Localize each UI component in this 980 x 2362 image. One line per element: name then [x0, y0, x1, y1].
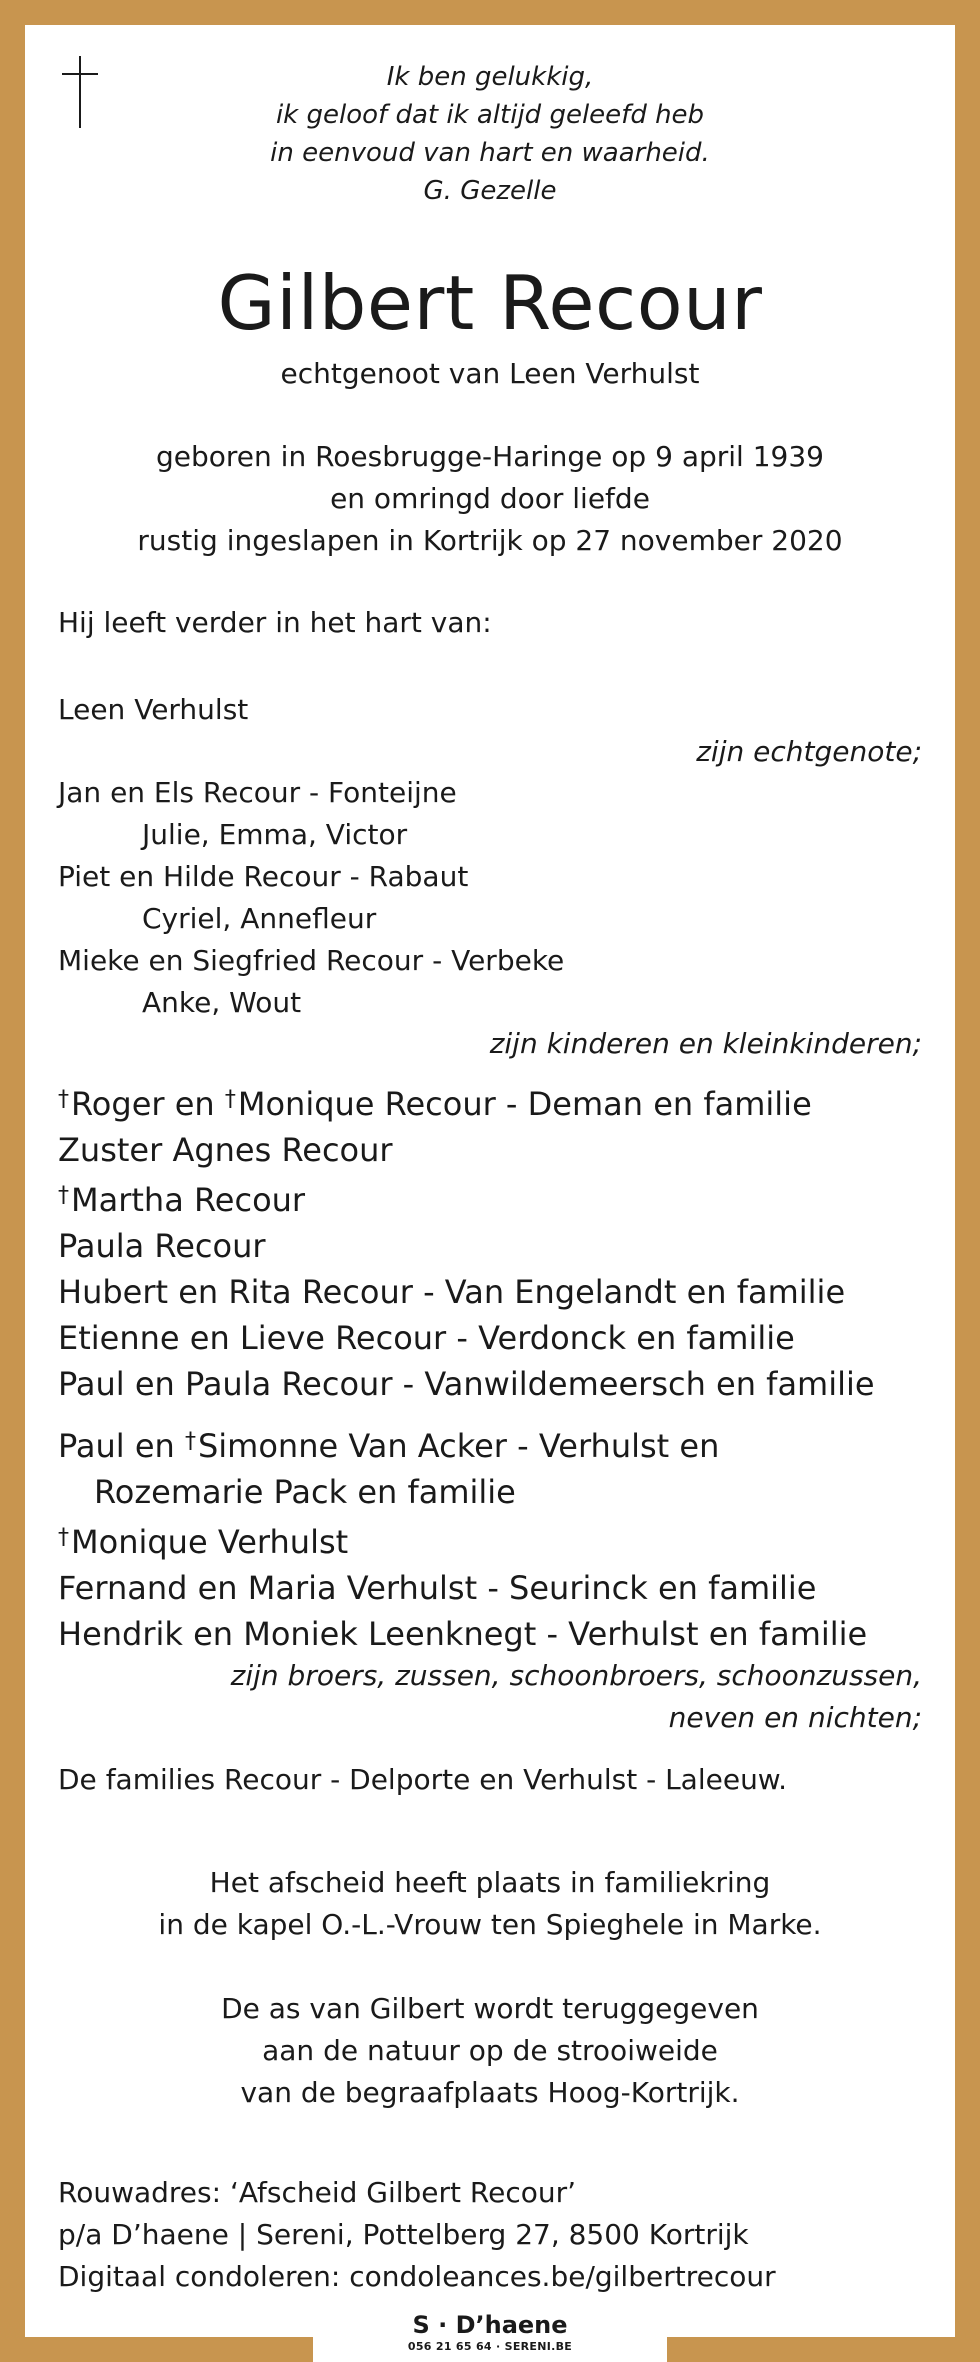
siblings-recour: [58, 1077, 922, 1407]
siblings-role-line: zijn broers, zussen, schoonbroers, schoonzussen,: [230, 1659, 922, 1692]
frame-bottom-right: [667, 2337, 980, 2362]
farewell-block: [25, 1862, 955, 1946]
children-list: [58, 772, 922, 1024]
dagger-icon: †: [58, 1087, 69, 1112]
address-line: Rouwadres: ‘Afscheid Gilbert Recour’: [58, 2176, 577, 2209]
quote-line: Ik ben gelukkig,: [386, 62, 594, 92]
intro-line: Hij leeft verder in het hart van:: [58, 606, 492, 639]
dates-block: [25, 436, 955, 562]
spouse-line: echtgenoot van Leen Verhulst: [280, 357, 700, 390]
address-line: p/a D’haene | Sereni, Pottelberg 27, 8500 Kortrijk: [58, 2218, 749, 2251]
siblings-verhulst: [58, 1419, 922, 1657]
sibling-line: †Martha Recour: [58, 1181, 306, 1219]
child-family: Jan en Els Recour - Fonteijne: [58, 776, 457, 809]
grandchildren: Cyriel, Annefleur: [142, 902, 377, 935]
birth-line: geboren in Roesbrugge-Haringe op 9 april 1939: [156, 440, 824, 473]
grandchildren: Anke, Wout: [142, 986, 302, 1019]
sibling-line: Etienne en Lieve Recour - Verdonck en familie: [58, 1319, 795, 1357]
quote-line: in eenvoud van hart en waarheid.: [270, 138, 710, 168]
sibling-line: Fernand en Maria Verhulst - Seurinck en familie: [58, 1569, 817, 1607]
sibling-line: Hendrik en Moniek Leenknegt - Verhulst en familie: [58, 1615, 868, 1653]
dagger-icon: †: [224, 1087, 236, 1112]
sibling-line: Paul en †Simonne Van Acker - Verhulst en: [58, 1427, 720, 1465]
sibling-line: †Monique Verhulst: [58, 1523, 349, 1561]
logo-contact: 056 21 65 64 · SERENI.BE: [407, 2340, 573, 2353]
sibling-line: Rozemarie Pack en familie: [94, 1473, 516, 1511]
siblings-role: [231, 1655, 922, 1739]
farewell-line: Het afscheid heeft plaats in familiekring: [209, 1866, 771, 1899]
sibling-line: †Roger en †Monique Recour - Deman en familie: [58, 1085, 812, 1123]
grandchildren: Julie, Emma, Victor: [142, 818, 408, 851]
funeral-home-logo: [313, 2306, 667, 2362]
deceased-name: Gilbert Recour: [217, 259, 763, 347]
logo-name: S · D’haene: [412, 2311, 568, 2339]
condolence-link: Digitaal condoleren: condoleances.be/gilbertrecour: [58, 2260, 776, 2293]
dagger-icon: †: [58, 1183, 69, 1208]
child-family: Piet en Hilde Recour - Rabaut: [58, 860, 469, 893]
quote-line: ik geloof dat ik altijd geleefd heb: [275, 100, 705, 130]
siblings-role-line: neven en nichten;: [668, 1701, 922, 1734]
address-block: [58, 2172, 922, 2298]
ashes-block: [25, 1988, 955, 2114]
quote: [25, 58, 955, 210]
sibling-line: Paul en Paula Recour - Vanwildemeersch en familie: [58, 1365, 875, 1403]
ashes-line: van de begraafplaats Hoog-Kortrijk.: [240, 2076, 740, 2109]
spouse-name: Leen Verhulst: [58, 693, 249, 726]
dagger-icon: †: [184, 1429, 196, 1454]
sibling-line: Zuster Agnes Recour: [58, 1131, 393, 1169]
sibling-line: Hubert en Rita Recour - Van Engelandt en familie: [58, 1273, 846, 1311]
child-family: Mieke en Siegfried Recour - Verbeke: [58, 944, 565, 977]
love-line: en omringd door liefde: [330, 482, 650, 515]
families-line: De families Recour - Delporte en Verhulst - Laleeuw.: [58, 1763, 788, 1796]
frame-bottom-left: [0, 2337, 313, 2362]
death-line: rustig ingeslapen in Kortrijk op 27 november 2020: [137, 524, 843, 557]
children-role: zijn kinderen en kleinkinderen;: [489, 1027, 922, 1060]
farewell-line: in de kapel O.-L.-Vrouw ten Spieghele in Marke.: [158, 1908, 822, 1941]
dagger-icon: †: [58, 1525, 69, 1550]
ashes-line: De as van Gilbert wordt teruggegeven: [221, 1992, 759, 2025]
quote-author: G. Gezelle: [423, 176, 557, 206]
ashes-line: aan de natuur op de strooiweide: [262, 2034, 718, 2067]
spouse-role: zijn echtgenote;: [696, 735, 922, 768]
sibling-line: Paula Recour: [58, 1227, 266, 1265]
